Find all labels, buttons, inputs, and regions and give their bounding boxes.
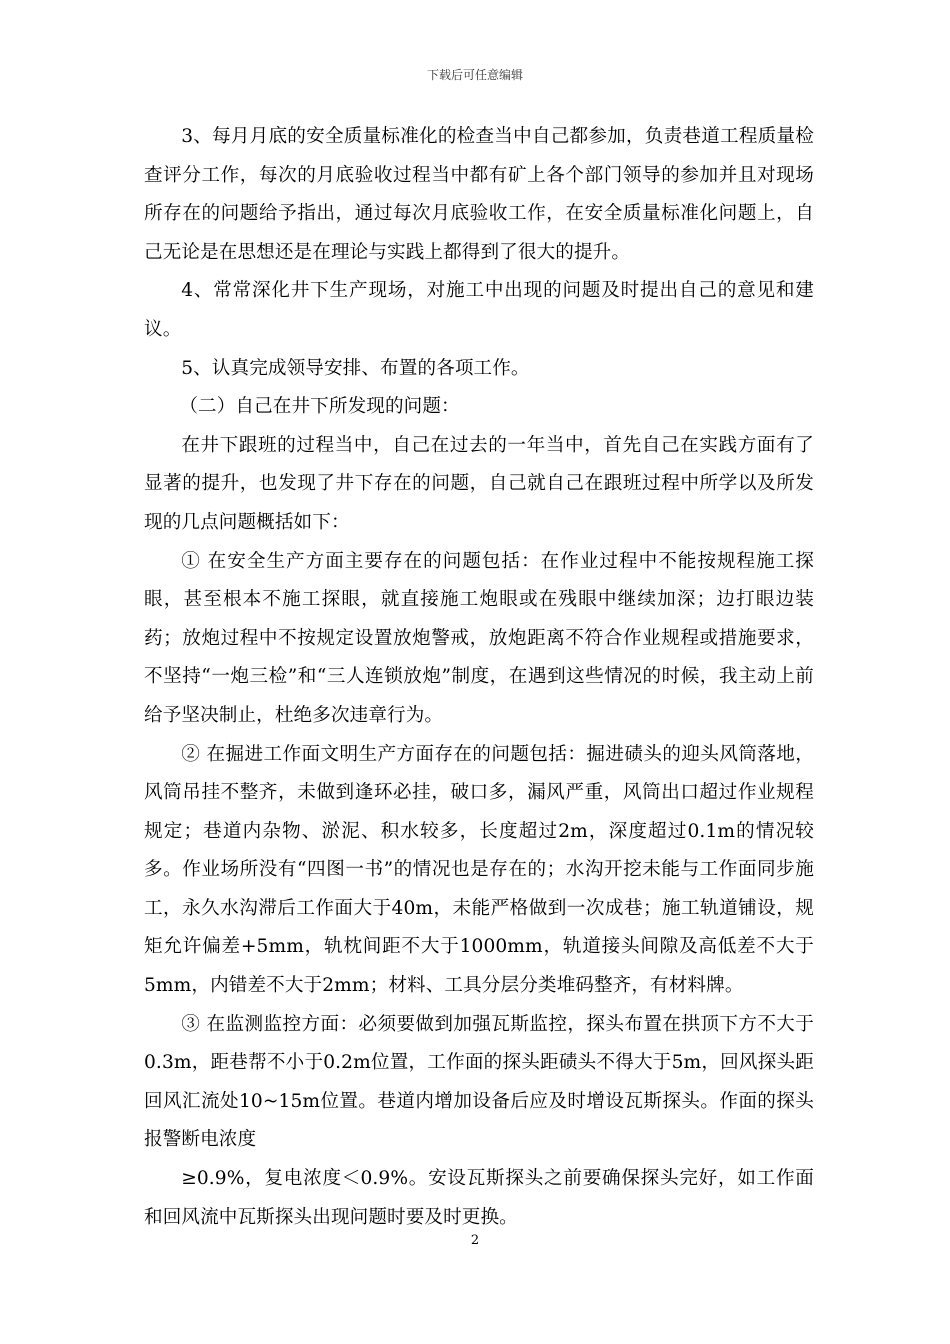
paragraph-civilized-production: ② 在掘进工作面文明生产方面存在的问题包括：掘进碛头的迎头风筒落地，风筒吊挂不整齐，未做到逢环必挂，破口多，漏风严重，风筒出口超过作业规程规定；巷道内杂物、淤泥、积水较多，长度超过2m，深度超过0.1m的情况较多。作业场所没有“四图一书”的情况也是存在的；水沟开挖未能与工作面同步施工，永久水沟滞后工作面大于40m，未能严格做到一次成巷；施工轨道铺设，规矩允许偏差+5mm，轨枕间距不大于1000mm，轨道接头间隙及高低差不大于5mm，内错差不大于2mm；材料、工具分层分类堆码整齐，有材料牌。 xyxy=(144,743,814,997)
paragraph-gas-concentration: ≥0.9%，复电浓度＜0.9%。安设瓦斯探头之前要确保探头完好，如工作面和回风流中瓦斯探头出现问题时要及时更换。 xyxy=(144,1168,814,1228)
page-header: 下载后可任意编辑 xyxy=(426,68,523,82)
paragraph-item-4: 4、常常深化井下生产现场，对施工中出现的问题及时提出自己的意见和建议。 xyxy=(144,280,814,340)
document-body xyxy=(144,118,814,1237)
paragraph-intro: 在井下跟班的过程当中，自己在过去的一年当中，首先自己在实践方面有了显著的提升，也发现了井下存在的问题，自己就自己在跟班过程中所学以及所发现的几点问题概括如下： xyxy=(144,434,814,533)
paragraph-safety-issues: ① 在安全生产方面主要存在的问题包括：在作业过程中不能按规程施工探眼，甚至根本不施工探眼，就直接施工炮眼或在残眼中继续加深；边打眼边装药；放炮过程中不按规定设置放炮警戒，放炮距离不符合作业规程或措施要求，不坚持“一炮三检”和“三人连锁放炮”制度，在遇到这些情况的时候，我主动上前给予坚决制止，杜绝多次违章行为。 xyxy=(144,550,814,726)
paragraph-item-5: 5、认真完成领导安排、布置的各项工作。 xyxy=(181,357,530,379)
paragraph-item-3: 3、每月月底的安全质量标准化的检查当中自己都参加，负责巷道工程质量检查评分工作，每次的月底验收过程当中都有矿上各个部门领导的参加并且对现场所存在的问题给予指出，通过每次月底验收工作，在安全质量标准化问题上，自己无论是在思想还是在理论与实践上都得到了很大的提升。 xyxy=(144,126,814,263)
section-heading-problems: （二）自己在井下所发现的问题： xyxy=(179,396,460,418)
page-number: 2 xyxy=(470,1233,480,1248)
paragraph-monitoring: ③ 在监测监控方面：必须要做到加强瓦斯监控，探头布置在拱顶下方不大于0.3m，距巷帮不小于0.2m位置，工作面的探头距碛头不得大于5m，回风探头距回风汇流处10~15m位置。巷道内增加设备后应及时增设瓦斯探头。作面的探头报警断电浓度 xyxy=(144,1013,814,1151)
